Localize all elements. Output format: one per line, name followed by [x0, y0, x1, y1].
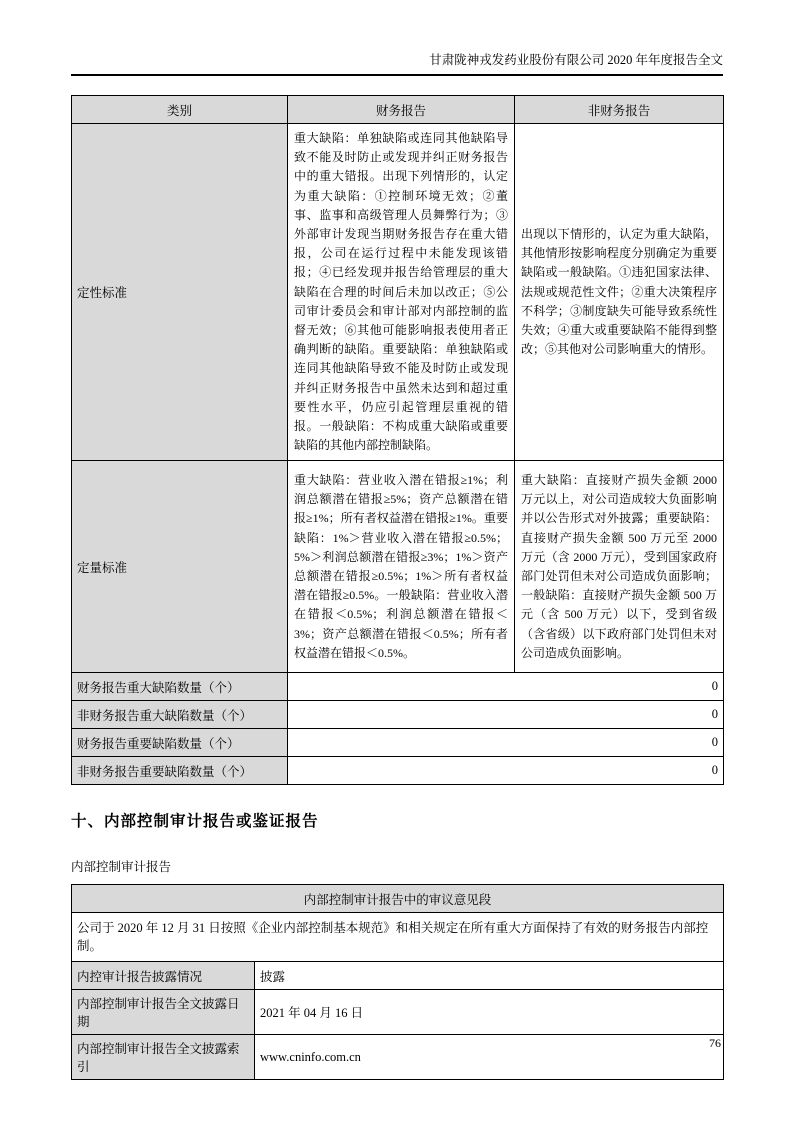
disclosure-date-label: 内部控制审计报告全文披露日期 [72, 990, 255, 1035]
financial-important-defect-count-value: 0 [288, 729, 724, 757]
header-rule [71, 74, 723, 76]
criteria-header-row [72, 96, 724, 124]
non-financial-major-defect-count-value: 0 [288, 701, 724, 729]
quantitative-non-financial-text: 重大缺陷：直接财产损失金额 2000 万元以上，对公司造成较大负面影响并以公告形式对外披露；重要缺陷：直接财产损失金额 500 万元至 2000 万元（含 2000 万元），受到国家政府部门处罚但未对公司造成负面影响；一般缺陷：直接财产损失金额 500 万元（含 500 万元）以下，受到省级（含省级）以下政府部门处罚但未对公司造成负面影响。 [515, 461, 724, 673]
disclosure-date-value: 2021 年 04 月 16 日 [255, 990, 724, 1035]
table-row [72, 673, 724, 701]
table-row [72, 962, 724, 990]
quantitative-criteria-row [72, 461, 724, 673]
qualitative-criteria-label: 定性标准 [72, 124, 288, 461]
financial-major-defect-count-label: 财务报告重大缺陷数量（个） [72, 673, 288, 701]
audit-opinion-row [72, 913, 724, 962]
internal-control-audit-table [71, 884, 724, 1080]
column-header-financial-report: 财务报告 [288, 96, 515, 124]
section-heading-internal-control-audit: 十、内部控制审计报告或鉴证报告 [71, 813, 319, 831]
table-row [72, 1035, 724, 1080]
disclosure-index-label: 内部控制审计报告全文披露索引 [72, 1035, 255, 1080]
qualitative-non-financial-text: 出现以下情形的，认定为重大缺陷，其他情形按影响程度分别确定为重要缺陷或一般缺陷。①违犯国家法律、法规或规范性文件；②重大决策程序不科学；③制度缺失可能导致系统性失效；④重大或重要缺陷不能得到整改；⑤其他对公司影响重大的情形。 [515, 124, 724, 461]
audit-opinion-section-header: 内部控制审计报告中的审议意见段 [72, 885, 724, 913]
audit-opinion-text: 公司于 2020 年 12 月 31 日按照《企业内部控制基本规范》和相关规定在所有重大方面保持了有效的财务报告内部控制。 [72, 913, 724, 962]
audit-opinion-header-row [72, 885, 724, 913]
non-financial-important-defect-count-label: 非财务报告重要缺陷数量（个） [72, 757, 288, 785]
non-financial-important-defect-count-value: 0 [288, 757, 724, 785]
quantitative-criteria-label: 定量标准 [72, 461, 288, 673]
page-number: 76 [709, 1036, 721, 1050]
page-content [71, 0, 723, 1080]
table-row [72, 701, 724, 729]
defect-criteria-table [71, 95, 724, 785]
report-header-title: 甘肃陇神戎发药业股份有限公司 2020 年年度报告全文 [429, 53, 723, 67]
financial-important-defect-count-label: 财务报告重要缺陷数量（个） [72, 729, 288, 757]
disclosure-status-label: 内控审计报告披露情况 [72, 962, 255, 990]
table-row [72, 990, 724, 1035]
financial-major-defect-count-value: 0 [288, 673, 724, 701]
table-row [72, 757, 724, 785]
internal-control-audit-report-label: 内部控制审计报告 [71, 860, 172, 875]
column-header-non-financial-report: 非财务报告 [515, 96, 724, 124]
disclosure-status-value: 披露 [255, 962, 724, 990]
quantitative-financial-text: 重大缺陷：营业收入潜在错报≥1%；利润总额潜在错报≥5%；资产总额潜在错报≥1%；所有者权益潜在错报≥1%。重要缺陷：1%＞营业收入潜在错报≥0.5%；5%＞利润总额潜在错报≥3%；1%＞资产总额潜在错报≥0.5%；1%＞所有者权益潜在错报≥0.5%。一般缺陷：营业收入潜在错报＜0.5%；利润总额潜在错报＜3%；资产总额潜在错报＜0.5%；所有者权益潜在错报＜0.5%。 [288, 461, 515, 673]
table-row [72, 729, 724, 757]
qualitative-criteria-row [72, 124, 724, 461]
qualitative-financial-text: 重大缺陷：单独缺陷或连同其他缺陷导致不能及时防止或发现并纠正财务报告中的重大错报。出现下列情形的，认定为重大缺陷：①控制环境无效；②董事、监事和高级管理人员舞弊行为；③外部审计发现当期财务报告存在重大错报，公司在运行过程中未能发现该错报；④已经发现并报告给管理层的重大缺陷在合理的时间后未加以改正；⑤公司审计委员会和审计部对内部控制的监督无效；⑥其他可能影响报表使用者正确判断的缺陷。重要缺陷：单独缺陷或连同其他缺陷导致不能及时防止或发现并纠正财务报告中虽然未达到和超过重要性水平，仍应引起管理层重视的错报。一般缺陷：不构成重大缺陷或重要缺陷的其他内部控制缺陷。 [288, 124, 515, 461]
disclosure-index-value: www.cninfo.com.cn [255, 1035, 724, 1080]
column-header-category: 类别 [72, 96, 288, 124]
non-financial-major-defect-count-label: 非财务报告重大缺陷数量（个） [72, 701, 288, 729]
